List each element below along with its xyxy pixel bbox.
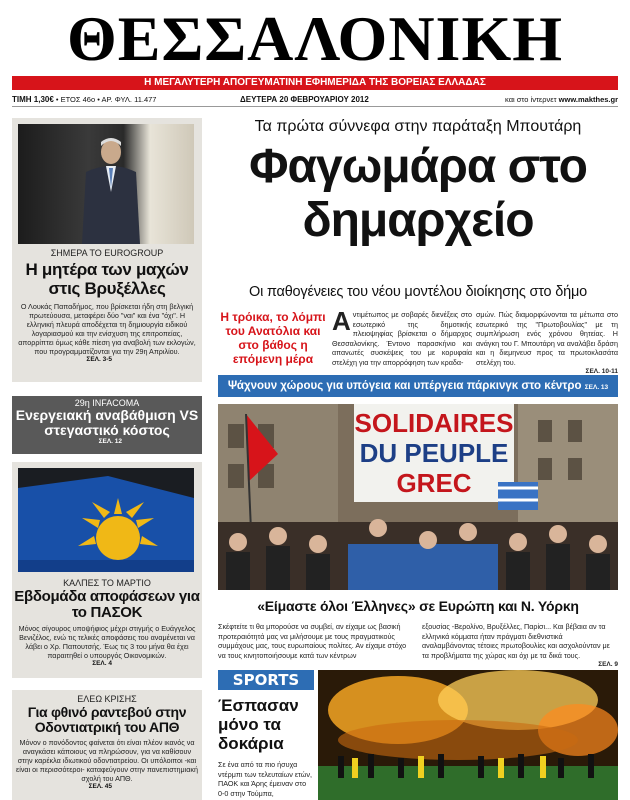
- caption-text-col2: εξουσίας -Βερολίνο, Βρυξέλλες, Παρίσι... Και βέβαια αν τα ελληνικά κόμματα ήταν πράγματι διεθνιστικά αναλαμβάνοντας τέτοιες πρωτοβουλίες και ασχολούνταν με τα προβλήματα της χώρας και όχι με τα δικά τους. ΣΕΛ. 9: [422, 622, 618, 668]
- parking-bar: Ψάχνουν χώρους για υπόγεια και υπέργεια πάρκινγκ στο κέντρο ΣΕΛ. 13: [218, 375, 618, 397]
- pasok-sun-icon: [18, 468, 194, 572]
- issue-number: • ΕΤΟΣ 46ο • ΑΡ. ΦΥΛ. 11.477: [55, 95, 157, 104]
- story-headline: Εβδομάδα αποφάσεων για το ΠΑΣΟΚ: [14, 588, 200, 621]
- banner-line-3: GREC: [396, 468, 472, 498]
- sports-body: Σε ένα από τα πιο ήσυχα ντέρμπι των τελευταίων ετών, ΠΑΟΚ και Άρης έμειναν στο 0-0 στην Τούμπα,: [218, 760, 312, 798]
- page-ref: ΣΕΛ. 10-11: [585, 368, 618, 375]
- kicker: ΣΗΜΕΡΑ ΤΟ EUROGROUP: [50, 248, 164, 258]
- person-illustration: [76, 132, 146, 244]
- caption-text-col1: Σκέφτείτε τι θα μπορούσε να συμβεί, αν είχαμε ως βασική προτεραιότητά μας να μιλήσουμε με τους πραγματικούς συμμάχους μας, τους ευρωπαίους πολίτες. Αν είχαμε στόχο να τους κινητοποιήσουμε κατά των κέντρων: [218, 622, 407, 660]
- page-ref: ΣΕΛ. 13: [584, 384, 609, 391]
- price-issue: [12, 93, 156, 107]
- page-ref: ΣΕΛ. 12: [98, 438, 122, 445]
- lead-body-col1: Α ντιμέτωπος με σοβαρές διενέξεις στο εσωτερικό της δημοτικής πλειοψηφίας βρίσκεται ο δήμαρχος Θεσσαλονίκης. Έντονο παρασκήνιο και απανωτές συσκέψεις του με κορυφαία στελέχη για την απορρόφηση των κραδα-: [332, 306, 472, 367]
- story-infacoma: [12, 396, 202, 454]
- kicker: 29η INFACOMA: [74, 398, 140, 408]
- issue-date: ΔΕΥΤΕΡΑ 20 ΦΕΒΡΟΥΑΡΙΟΥ 2012: [240, 95, 369, 104]
- deck: Οι παθογένειες του νέου μοντέλου διοίκησης στο δήμο: [248, 284, 587, 300]
- pasok-logo-photo: [18, 468, 194, 572]
- red-subhead: Η τρόικα, το λόμπι του Ανατόλια και στο βάθος η επόμενη μέρα: [220, 310, 326, 366]
- website: και στο ίντερνετ www.makthes.gr: [505, 95, 618, 104]
- story-body: Μόνον ο πονόδοντος φαίνεται ότι είναι πλέον ικανός να αναγκάσει κάποιους να πληρώσουν, για να καθίσουν στην καρέκλα ιδιωτικού οδοντιατρείου. Οι υπόλοιποι -και είναι οι περισσότεροι- καταφεύγουν στην πανεπιστημιακή σχολή του ΑΠΘ.: [16, 738, 198, 783]
- story-body: Μόνος σίγουρος υποψήφιος μέχρι στιγμής ο Ευάγγελος Βενιζέλος, ενώ τις τελικές αποφάσεις του αναμένεται να λάβει ο Χρ. Παπουτσής. Έως τις 3 του μήνα θα έχει παραιτηθεί ο υπουργός Οικονομικών.: [18, 624, 196, 660]
- dropcap: Α: [332, 306, 351, 336]
- issue-info-bar: [12, 93, 618, 107]
- banner-line-2: DU PEUPLE: [359, 438, 509, 468]
- masthead: [0, 0, 630, 92]
- lead-body-col2: σμών. Πώς διαμορφώνονται τα μέτωπα στο εσωτερικό της "Πρωτοβουλίας" με τη συμπλήρωση ενός χρόνου θητείας. Η ανάγκη του Γ. Μπουτάρη να αναλάβει δράση και η διεμηνευσ προς τα πρωτοκλασάτα στελέχη του. ΣΕΛ. 10-11: [476, 310, 618, 375]
- stadium-illustration: [318, 670, 618, 800]
- protest-illustration: [218, 404, 618, 590]
- banner-line-1: SOLIDAIRES: [354, 408, 514, 438]
- page-ref: ΣΕΛ. 3-5: [86, 356, 112, 363]
- tagline: Η ΜΕΓΑΛΥΤΕΡΗ ΑΠΟΓΕΥΜΑΤΙΝΗ ΕΦΗΜΕΡΙΔΑ ΤΗΣ ΒΟΡΕΙΑΣ ΕΛΛΑΔΑΣ: [144, 77, 486, 88]
- kicker: ΚΑΛΠΕΣ ΤΟ ΜΑΡΤΙΟ: [63, 578, 151, 588]
- sports-headline: Έσπασαν μόνο τα δοκάρια: [218, 696, 299, 753]
- story-headline: Για φθινό ραντεβού στην Οδοντιατρική του ΑΠΘ: [27, 704, 187, 735]
- story-eurogroup: [12, 118, 202, 382]
- page-ref: ΣΕΛ. 4: [92, 660, 112, 667]
- stadium-photo: [318, 670, 618, 800]
- story-body: Ο Λουκάς Παπαδήμος, που βρίσκεται ήδη στη βελγική πρωτεύουσα, μεταφέρει δύο "ναι" και ένα "όχι". Η ελληνική πλευρά αποδέχεται τη δημιουργία ειδικού λογαριασμού και την ενίσχυση της επιτροπείας, απορρίπτει όμως κάθε πίεση για αναβολή των εκλογών, που προγραμματίζονται για την 29η Απριλίου.: [18, 302, 196, 356]
- story-pasok: [12, 462, 202, 678]
- protest-photo: [218, 404, 618, 590]
- kicker: ΕΛΕΩ ΚΡΙΣΗΣ: [77, 694, 137, 704]
- politician-photo: [18, 124, 194, 244]
- tagline-bar: [12, 76, 618, 90]
- page-ref: ΣΕΛ. 9: [598, 661, 618, 668]
- main-headline: Φαγωμάρα στο δημαρχείο: [249, 140, 587, 247]
- supra-headline: Τα πρώτα σύννεφα στην παράταξη Μπουτάρη: [254, 118, 582, 135]
- photo-caption-headline: «Είμαστε όλοι Έλληνες» σε Ευρώπη και Ν. Υόρκη: [257, 598, 579, 614]
- sports-label: SPORTS: [218, 670, 314, 690]
- story-headline: Η μητέρα των μαχών στις Βρυξέλλες: [25, 260, 189, 298]
- story-headline: Ενεργειακή αναβάθμιση VS στεγαστικό κόστος: [15, 407, 199, 438]
- page-ref: ΣΕΛ. 45: [88, 783, 112, 790]
- newspaper-logo: ΘΕΣΣΑΛΟΝΙΚΗ: [67, 3, 563, 74]
- story-dentistry: [12, 690, 202, 800]
- price: ΤΙΜΗ 1,30€: [12, 95, 54, 104]
